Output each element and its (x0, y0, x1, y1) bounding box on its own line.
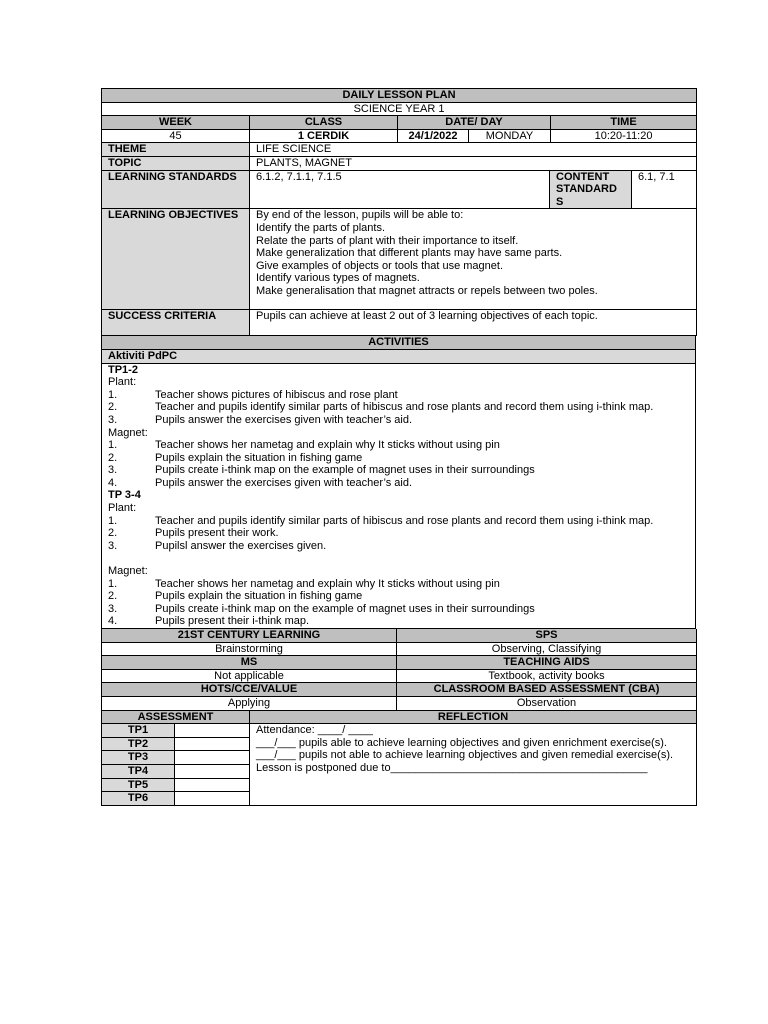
list-item: 4. Pupils answer the exercises given with teacher’s aid. (108, 476, 413, 489)
tp-entry[interactable] (175, 792, 250, 806)
activities-title: ACTIVITIES (102, 336, 696, 349)
pdpc-label: Aktiviti PdPC (102, 349, 696, 363)
objective-line: Relate the parts of plant with their importance to itself. (256, 234, 519, 247)
hots-label: HOTS/CCE/VALUE (102, 683, 397, 697)
learning-standards-value: 6.1.2, 7.1.1, 7.1.5 (250, 170, 550, 209)
objective-line: Make generalisation that magnet attracts or repels between two poles. (256, 284, 598, 297)
tp34-plant-list (108, 515, 689, 553)
teaching-aids-label: TEACHING AIDS (397, 656, 697, 670)
time-label: TIME (551, 116, 697, 130)
tp-entry[interactable] (175, 737, 250, 751)
learning-standards-label: LEARNING STANDARDS (102, 170, 250, 209)
activities-body (102, 363, 696, 628)
date-label: DATE/ DAY (398, 116, 551, 130)
tp-label: TP2 (102, 737, 175, 751)
reflection-label: REFLECTION (250, 711, 697, 724)
enrichment-line: ___/___ pupils able to achieve learning objectives and given enrichment exercise(s). (256, 736, 667, 749)
tp-label: TP5 (102, 778, 175, 792)
list-item: 1. Teacher shows her nametag and explain why It sticks without using pin (108, 439, 500, 452)
theme-value: LIFE SCIENCE (250, 143, 697, 156)
tp-label: TP1 (102, 724, 175, 738)
spacer (108, 552, 689, 565)
list-item: 4. Pupils present their i-think map. (108, 615, 310, 628)
tp-entry[interactable] (175, 724, 250, 738)
cba-label: CLASSROOM BASED ASSESSMENT (CBA) (397, 683, 697, 697)
class-value: 1 CERDIK (250, 129, 398, 143)
tp12-magnet-list (108, 439, 689, 489)
tp-entry[interactable] (175, 751, 250, 765)
objective-line: Identify various types of magnets. (256, 272, 420, 285)
learning-objectives-value (250, 209, 697, 310)
tp12-magnet-label: Magnet: (108, 426, 148, 439)
week-label: WEEK (102, 116, 250, 130)
cba-value: Observation (397, 696, 697, 710)
list-item: 2. Pupils present their work. (108, 527, 279, 540)
list-item: 3. Pupilsl answer the exercises given. (108, 539, 327, 552)
tp34-magnet-label: Magnet: (108, 565, 148, 578)
remedial-line: ___/___ pupils not able to achieve learning objectives and given remedial exercise(s). (256, 749, 674, 762)
objective-line: Identify the parts of plants. (256, 221, 386, 234)
c21-label: 21ST CENTURY LEARNING (102, 629, 397, 642)
header-table (101, 88, 697, 143)
sps-label: SPS (397, 629, 697, 642)
list-item: 3. Pupils create i-think map on the example of magnet uses in their surroundings (108, 464, 535, 477)
page-title: DAILY LESSON PLAN (102, 89, 697, 103)
objective-line: By end of the lesson, pupils will be able to: (256, 209, 464, 222)
content-standards-value: 6.1, 7.1 (632, 170, 697, 209)
tp-entry[interactable] (175, 778, 250, 792)
theme-label: THEME (102, 143, 250, 156)
attendance-line: Attendance: ____/ ____ (256, 724, 373, 737)
tp-entry[interactable] (175, 764, 250, 778)
teaching-aids-value: Textbook, activity books (397, 669, 697, 683)
day-value: MONDAY (469, 129, 551, 143)
list-item: 1. Teacher shows her nametag and explain why It sticks without using pin (108, 577, 500, 590)
ms-label: MS (102, 656, 397, 670)
tp-label: TP3 (102, 751, 175, 765)
tp-label: TP6 (102, 792, 175, 806)
week-value: 45 (102, 129, 250, 143)
list-item: 3. Pupils answer the exercises given with teacher’s aid. (108, 413, 413, 426)
tp34-plant-label: Plant: (108, 502, 137, 515)
hots-value: Applying (102, 696, 397, 710)
topic-label: TOPIC (102, 156, 250, 170)
postponed-line: Lesson is postponed due to__________________________________________ (256, 761, 648, 774)
list-item: 2. Pupils explain the situation in fishing game (108, 451, 363, 464)
time-value: 10:20-11:20 (551, 129, 697, 143)
tp12-plant-label: Plant: (108, 376, 137, 389)
list-item: 2. Pupils explain the situation in fishing game (108, 590, 363, 603)
success-criteria-value: Pupils can achieve at least 2 out of 3 learning objectives of each topic. (250, 310, 697, 336)
sps-value: Observing, Classifying (397, 642, 697, 656)
content-standards-label: CONTENT STANDARD S (550, 170, 632, 209)
list-item: 1. Teacher and pupils identify similar parts of hibiscus and rose plants and record them using i-think map. (108, 514, 654, 527)
objective-line: Make generalization that different plants may have same parts. (256, 247, 563, 260)
c21-value: Brainstorming (102, 642, 397, 656)
learning-objectives-label: LEARNING OBJECTIVES (102, 209, 250, 310)
lesson-plan-sheet (101, 88, 696, 806)
ms-value: Not applicable (102, 669, 397, 683)
topic-value: PLANTS, MAGNET (250, 156, 697, 170)
assessment-table (101, 711, 697, 806)
list-item: 3. Pupils create i-think map on the example of magnet uses in their surroundings (108, 602, 535, 615)
success-criteria-label: SUCCESS CRITERIA (102, 310, 250, 336)
tp-label: TP4 (102, 764, 175, 778)
list-item: 1. Teacher shows pictures of hibiscus and rose plant (108, 388, 398, 401)
info-table (101, 143, 697, 336)
class-label: CLASS (250, 116, 398, 130)
tp12-plant-list (108, 389, 689, 427)
subject-title: SCIENCE YEAR 1 (102, 102, 697, 116)
activities-table (101, 336, 696, 629)
assessment-label: ASSESSMENT (102, 711, 250, 724)
tp34-magnet-list (108, 578, 689, 628)
reflection-body (250, 724, 697, 806)
tp12-title: TP1-2 (108, 363, 138, 376)
tp34-title: TP 3-4 (108, 489, 141, 502)
objective-line: Give examples of objects or tools that use magnet. (256, 259, 504, 272)
extras-table (101, 629, 697, 711)
list-item: 2. Teacher and pupils identify similar parts of hibiscus and rose plants and record them using i-think map. (108, 401, 654, 414)
date-value: 24/1/2022 (398, 129, 469, 143)
